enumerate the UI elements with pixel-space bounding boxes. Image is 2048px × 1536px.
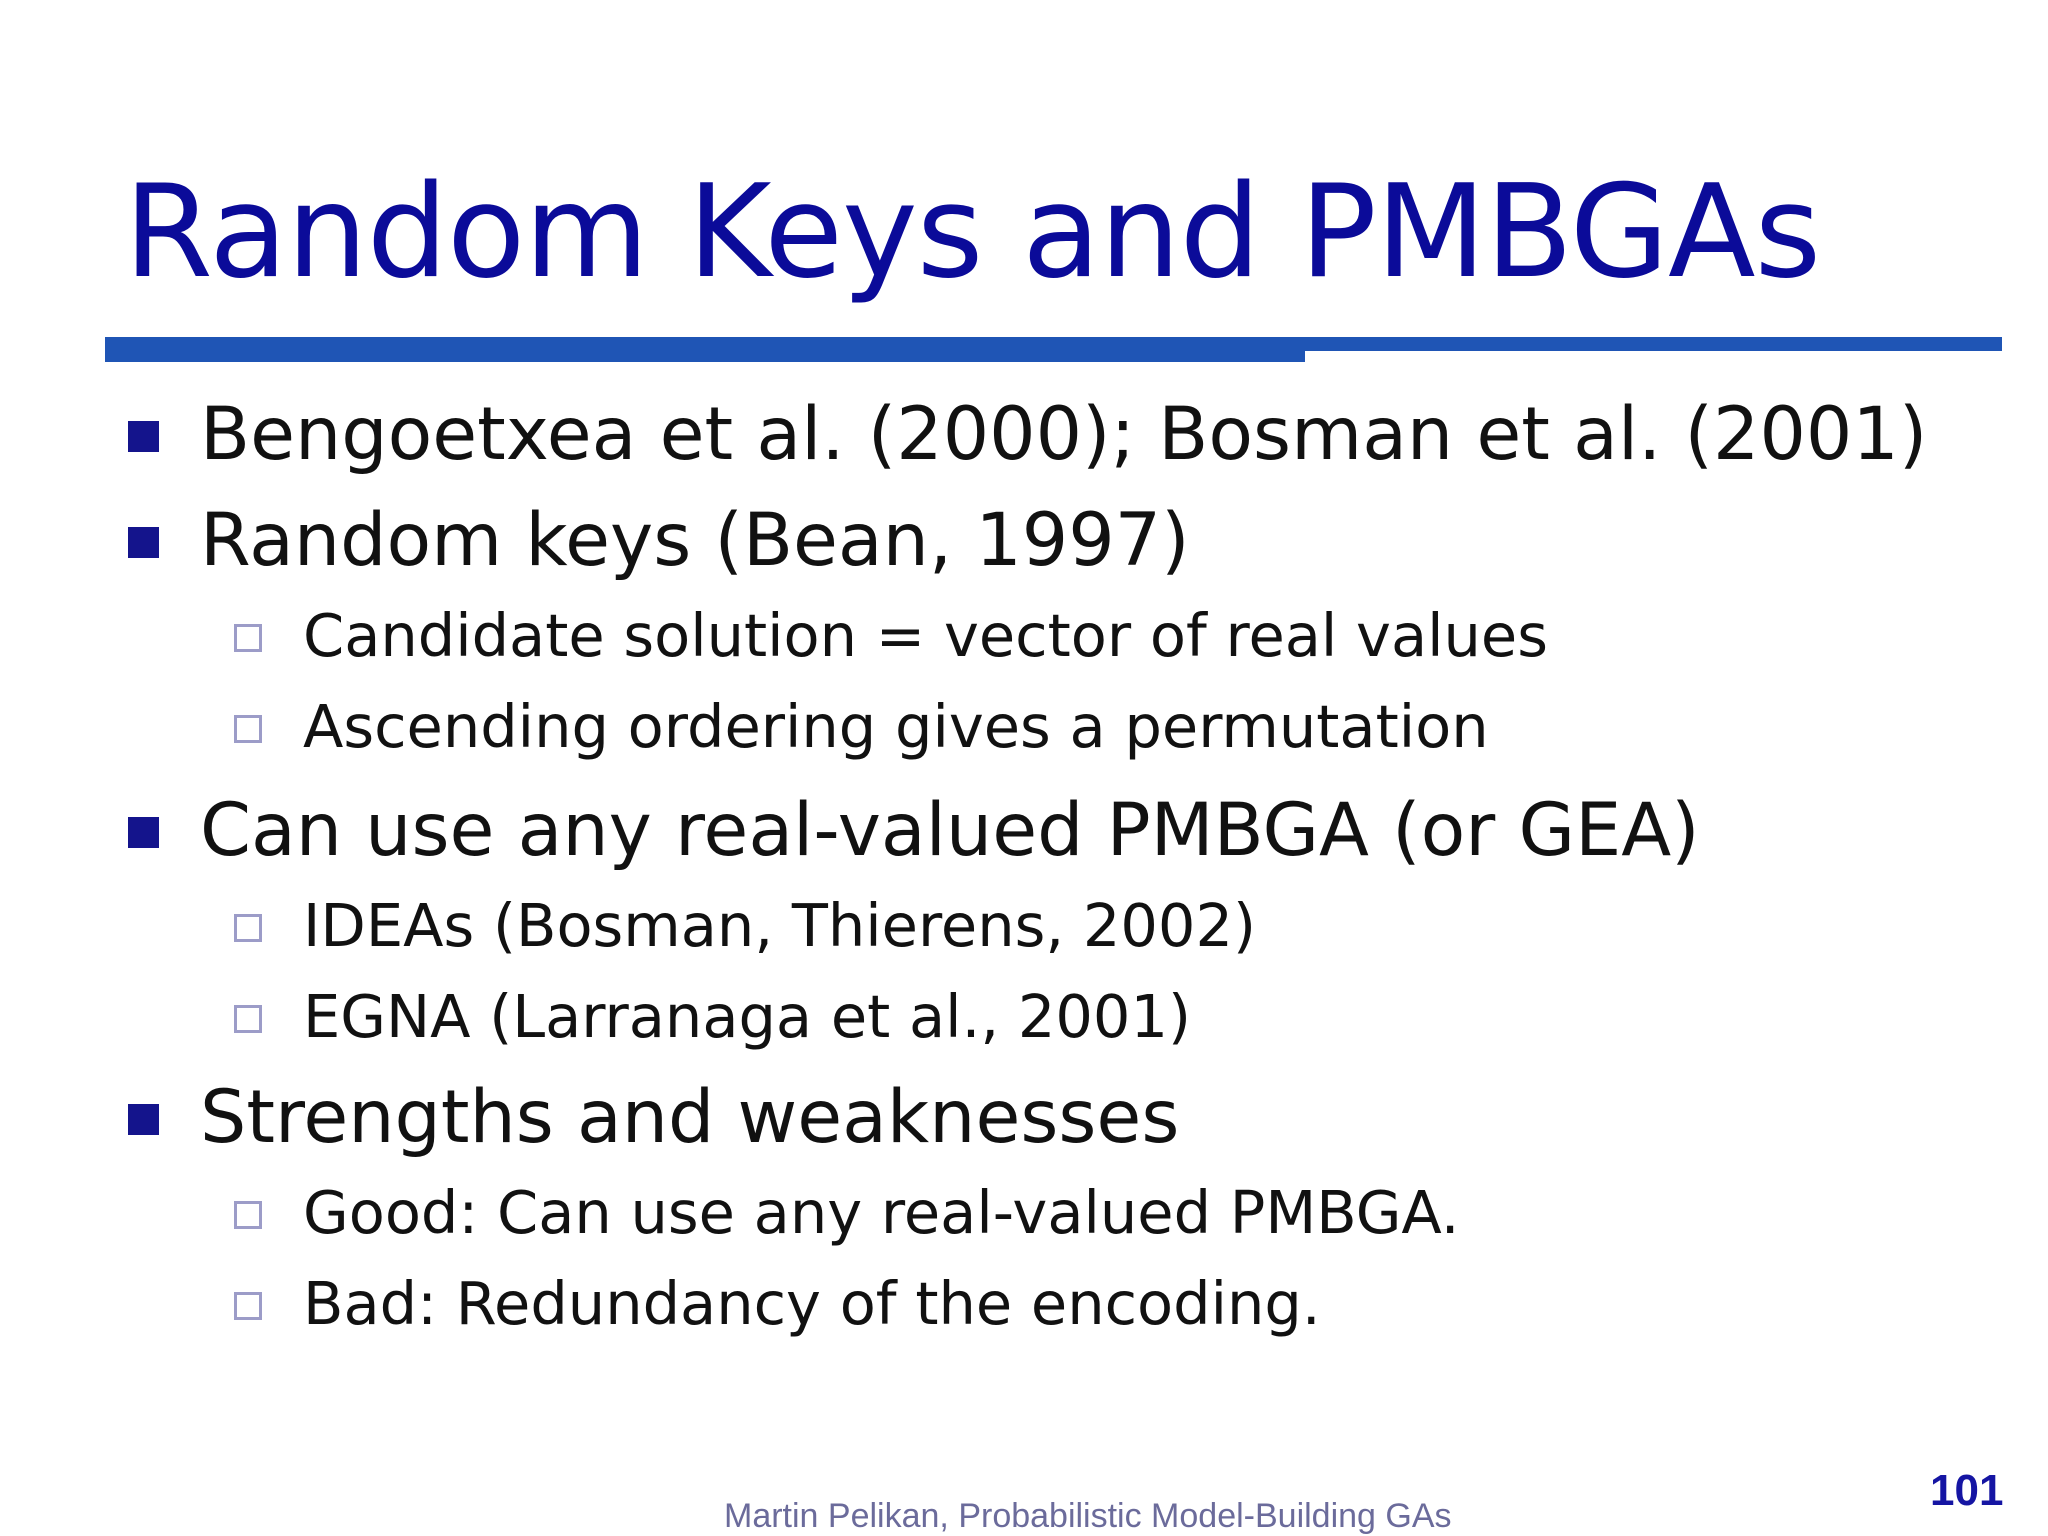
bullet-item: Bengoetxea et al. (2000); Bosman et al. (2001) bbox=[200, 392, 1928, 477]
bullet-item: Can use any real-valued PMBGA (or GEA) bbox=[200, 788, 1700, 873]
square-bullet-icon bbox=[128, 421, 159, 452]
sub-bullet-item: Ascending ordering gives a permutation bbox=[303, 692, 1489, 761]
sub-bullet-item: Good: Can use any real-valued PMBGA. bbox=[303, 1178, 1460, 1247]
hollow-box-bullet-icon bbox=[234, 1005, 262, 1033]
sub-bullet-item: Bad: Redundancy of the encoding. bbox=[303, 1269, 1321, 1338]
hollow-box-bullet-icon bbox=[234, 624, 262, 652]
square-bullet-icon bbox=[128, 1104, 159, 1135]
slide-footer: Martin Pelikan, Probabilistic Model-Building GAs bbox=[724, 1497, 1452, 1535]
hollow-box-bullet-icon bbox=[234, 715, 262, 743]
bullet-item: Random keys (Bean, 1997) bbox=[200, 498, 1190, 583]
bullet-item: Strengths and weaknesses bbox=[200, 1075, 1180, 1160]
sub-bullet-item: Candidate solution = vector of real values bbox=[303, 601, 1548, 670]
page-number: 101 bbox=[1930, 1466, 2004, 1515]
sub-bullet-item: EGNA (Larranaga et al., 2001) bbox=[303, 982, 1191, 1051]
square-bullet-icon bbox=[128, 817, 159, 848]
sub-bullet-item: IDEAs (Bosman, Thierens, 2002) bbox=[303, 891, 1257, 960]
hollow-box-bullet-icon bbox=[234, 1201, 262, 1229]
hollow-box-bullet-icon bbox=[234, 1292, 262, 1320]
hollow-box-bullet-icon bbox=[234, 914, 262, 942]
square-bullet-icon bbox=[128, 527, 159, 558]
slide-title: Random Keys and PMBGAs bbox=[124, 158, 1821, 307]
